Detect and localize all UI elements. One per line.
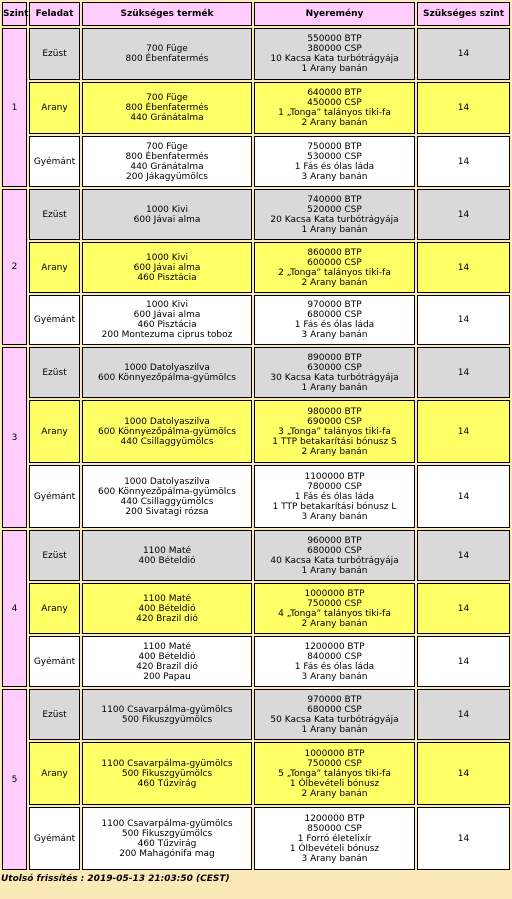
required-products-cell-line: 200 Mahagónifa mag [119,848,215,859]
required-products-cell [82,530,252,581]
required-products-cell-line: 1000 Kivi [146,204,188,215]
reward-cell-line: 740000 BTP [307,194,362,205]
table-row [2,807,510,870]
task-cell: Gyémánt [29,807,80,870]
required-products-cell [82,636,252,687]
reward-cell-line: 2 Arany banán [301,446,368,457]
required-products-cell-line: 600 Jávai alma [133,310,201,320]
reward-cell-line: 860000 BTP [307,247,362,258]
reward-cell-line: 1100000 BTP [304,471,365,482]
reward-cell [254,742,415,805]
table-row [2,136,510,187]
reward-cell [254,583,415,634]
required-products-cell-line: 440 Gránátalma [130,161,204,172]
reward-cell-line: 1 Fás és ólas láda [294,320,375,330]
required-products-cell-line: 460 Pisztácia [137,320,197,330]
reward-cell-line: 970000 BTP [307,694,362,705]
required-level-cell: 14 [417,400,510,463]
task-cell: Ezüst [29,347,80,398]
required-level-cell: 14 [417,530,510,581]
required-level-cell: 14 [417,82,510,134]
required-products-cell-line: 420 Brazil dió [136,661,198,672]
reward-cell-line: 3 Arany banán [301,853,368,864]
required-level-cell: 14 [417,689,510,740]
header-termek: Szükséges termék [82,2,252,26]
task-cell: Arany [29,583,80,634]
reward-cell-line: 1 Arany banán [301,724,368,735]
required-level-cell: 14 [417,807,510,870]
level-cell: 5 [2,689,27,870]
reward-cell-line: 2 Arany banán [301,618,368,629]
required-products-cell [82,465,252,528]
reward-cell-line: 1 Arany banán [301,64,368,74]
required-products-cell-line: 460 Pisztácia [137,272,197,283]
required-products-cell-line: 600 Könnyezőpálma-gyümölcs [98,372,236,383]
task-cell: Arany [29,242,80,293]
required-products-cell-line: 400 Bételdió [138,555,196,566]
reward-cell [254,295,415,345]
task-cell: Ezüst [29,189,80,240]
reward-cell-line: 1 Forró életelixír [297,833,372,844]
reward-cell [254,465,415,528]
reward-cell [254,347,415,398]
reward-cell-line: 450000 CSP [307,98,362,108]
required-products-cell-line: 500 Fikuszgyümölcs [121,768,213,779]
task-cell: Ezüst [29,28,80,80]
required-products-cell-line: 1100 Csavarpálma-gyümölcs [101,704,233,715]
required-products-cell-line: 440 Csillaggyümölcs [120,436,214,447]
reward-cell-line: 690000 CSP [307,416,362,427]
reward-cell [254,136,415,187]
reward-cell [254,530,415,581]
reward-cell-line: 750000 BTP [307,141,362,152]
required-products-cell-line: 420 Brazil dió [136,613,198,624]
task-cell: Arany [29,400,80,463]
required-products-cell-line: 440 Csillaggyümölcs [120,496,214,507]
required-level-cell: 14 [417,636,510,687]
reward-cell-line: 1 Fás és ólas láda [294,491,375,502]
reward-cell-line: 2 Arany banán [301,118,368,128]
reward-cell-line: 680000 CSP [307,704,362,715]
reward-cell-line: 520000 CSP [307,204,362,215]
required-products-cell [82,583,252,634]
required-products-cell [82,189,252,240]
required-products-cell-line: 400 Bételdió [138,603,196,614]
required-products-cell-line: 500 Fikuszgyümölcs [121,714,213,725]
reward-cell-line: 380000 CSP [307,44,362,54]
required-level-cell: 14 [417,295,510,345]
required-level-cell: 14 [417,583,510,634]
reward-cell [254,28,415,80]
required-products-cell-line: 1100 Csavarpálma-gyümölcs [101,758,233,769]
required-products-cell-line: 600 Könnyezőpálma-gyümölcs [98,426,236,437]
reward-cell-line: 550000 BTP [307,34,362,44]
reward-cell-line: 1 Ólbevételi bónusz [289,778,380,789]
reward-cell [254,636,415,687]
reward-cell-line: 1 Arany banán [301,565,368,576]
reward-cell-line: 1000000 BTP [304,588,365,599]
task-cell: Ezüst [29,689,80,740]
required-products-cell-line: 1100 Csavarpálma-gyümölcs [101,818,233,829]
table-row [2,465,510,528]
reward-cell [254,689,415,740]
reward-cell-line: 4 „Tonga” talányos tiki-fa [278,608,391,619]
reward-cell-line: 1 Arany banán [301,224,368,235]
reward-cell-line: 5 „Tonga” talányos tiki-fa [278,768,391,779]
reward-cell-line: 1200000 BTP [304,641,365,652]
header-feladat: Feladat [29,2,80,26]
required-products-cell [82,347,252,398]
required-products-cell-line: 1000 Kivi [146,300,188,310]
required-products-cell-line: 800 Ébenfatermés [125,54,209,64]
required-products-cell [82,82,252,134]
reward-cell-line: 2 Arany banán [301,788,368,799]
required-products-cell-line: 1000 Datolyaszilva [124,476,210,487]
table-row [2,742,510,805]
reward-cell-line: 1 TTP betakarítási bónusz L [272,501,397,512]
table-row [2,242,510,293]
header-szukseges-szint: Szükséges szint [417,2,510,26]
reward-cell-line: 1 Ólbevételi bónusz [289,843,380,854]
reward-cell-line: 750000 CSP [307,758,362,769]
table-row [2,295,510,345]
required-products-cell-line: 460 Tűzvirág [137,778,197,789]
level-cell: 2 [2,189,27,345]
reward-cell-line: 980000 BTP [307,406,362,417]
task-cell: Gyémánt [29,295,80,345]
reward-cell-line: 1 TTP betakarítási bónusz S [272,436,397,447]
required-products-cell-line: 700 Füge [146,93,188,103]
level-cell: 3 [2,347,27,528]
required-products-cell [82,242,252,293]
required-level-cell: 14 [417,136,510,187]
reward-cell-line: 3 Arany banán [301,671,368,682]
table-row [2,189,510,240]
reward-cell-line: 850000 CSP [307,823,362,834]
reward-cell-line: 630000 CSP [307,362,362,373]
required-products-cell-line: 200 Jákagyümölcs [126,171,208,182]
header-szint: Szint [2,2,27,26]
required-level-cell: 14 [417,189,510,240]
required-products-cell-line: 440 Gránátalma [130,113,204,123]
reward-cell-line: 1 Fás és ólas láda [294,161,375,172]
required-products-cell-line: 800 Ébenfatermés [125,151,209,162]
required-products-cell [82,400,252,463]
required-products-cell-line: 600 Jávai alma [133,214,201,225]
reward-cell-line: 2 Arany banán [301,277,368,288]
task-cell: Gyémánt [29,136,80,187]
required-products-cell [82,295,252,345]
required-products-cell-line: 200 Sivatagi rózsa [125,506,209,517]
required-products-cell [82,28,252,80]
reward-cell-line: 1000000 BTP [304,748,365,759]
table-row [2,400,510,463]
reward-cell-line: 1200000 BTP [304,813,365,824]
reward-cell-line: 750000 CSP [307,598,362,609]
reward-cell-line: 960000 BTP [307,535,362,546]
required-products-cell-line: 1100 Maté [142,545,192,556]
required-products-cell-line: 200 Montezuma ciprus toboz [101,330,233,340]
required-level-cell: 14 [417,347,510,398]
reward-cell-line: 970000 BTP [307,300,362,310]
reward-cell [254,242,415,293]
required-products-cell-line: 600 Jávai alma [133,262,201,273]
required-products-cell-line: 1000 Datolyaszilva [124,416,210,427]
reward-cell [254,400,415,463]
reward-cell-line: 2 „Tonga” talányos tiki-fa [278,267,391,278]
table-row [2,689,510,740]
required-products-cell-line: 800 Ébenfatermés [125,103,209,113]
table-row [2,82,510,134]
task-cell: Gyémánt [29,465,80,528]
required-products-cell-line: 1100 Maté [142,641,192,652]
reward-cell-line: 530000 CSP [307,151,362,162]
header-row [2,2,510,26]
reward-cell-line: 3 „Tonga” talányos tiki-fa [278,426,391,437]
table-row [2,347,510,398]
reward-cell-line: 40 Kacsa Kata turbótrágyája [270,555,399,566]
reward-cell-line: 1 „Tonga” talányos tiki-fa [278,108,391,118]
table-row [2,530,510,581]
table-body [2,28,510,870]
reward-cell-line: 1 Fás és ólas láda [294,661,375,672]
required-products-cell [82,689,252,740]
reward-cell-line: 600000 CSP [307,257,362,268]
required-products-cell-line: 1000 Kivi [146,252,188,263]
task-cell: Arany [29,742,80,805]
table-row [2,583,510,634]
task-cell: Arany [29,82,80,134]
required-level-cell: 14 [417,742,510,805]
table-row [2,28,510,80]
reward-cell-line: 840000 CSP [307,651,362,662]
task-cell: Ezüst [29,530,80,581]
required-level-cell: 14 [417,242,510,293]
required-products-cell-line: 700 Füge [146,44,188,54]
reward-cell [254,189,415,240]
level-cell: 4 [2,530,27,687]
reward-cell-line: 3 Arany banán [301,511,368,522]
reward-cell-line: 3 Arany banán [301,330,368,340]
header-nyeremeny: Nyeremény [254,2,415,26]
reward-cell-line: 640000 BTP [307,88,362,98]
required-products-cell-line: 600 Könnyezőpálma-gyümölcs [98,486,236,497]
required-products-cell-line: 460 Tűzvirág [137,838,197,849]
reward-cell-line: 780000 CSP [307,481,362,492]
required-products-cell [82,807,252,870]
reward-cell-line: 50 Kacsa Kata turbótrágyája [270,714,399,725]
reward-cell [254,82,415,134]
reward-cell-line: 890000 BTP [307,352,362,363]
reward-cell-line: 680000 CSP [307,310,362,320]
required-products-cell-line: 200 Papau [143,671,191,682]
reward-cell-line: 10 Kacsa Kata turbótrágyája [270,54,399,64]
reward-cell-line: 30 Kacsa Kata turbótrágyája [270,372,399,383]
reward-cell-line: 20 Kacsa Kata turbótrágyája [270,214,399,225]
required-products-cell-line: 700 Füge [146,141,188,152]
last-updated: Utolsó frissítés : 2019-05-13 21:03:50 (CEST) [1,874,230,884]
task-cell: Gyémánt [29,636,80,687]
reward-cell-line: 680000 CSP [307,545,362,556]
reward-cell [254,807,415,870]
required-level-cell: 14 [417,28,510,80]
reward-cell-line: 3 Arany banán [301,171,368,182]
required-products-cell-line: 500 Fikuszgyümölcs [121,828,213,839]
required-products-cell-line: 400 Bételdió [138,651,196,662]
table-row [2,636,510,687]
required-products-cell [82,136,252,187]
reward-cell-line: 1 Arany banán [301,382,368,393]
level-cell: 1 [2,28,27,187]
required-level-cell: 14 [417,465,510,528]
required-products-cell-line: 1000 Datolyaszilva [124,362,210,373]
required-products-cell [82,742,252,805]
required-products-cell-line: 1100 Maté [142,593,192,604]
